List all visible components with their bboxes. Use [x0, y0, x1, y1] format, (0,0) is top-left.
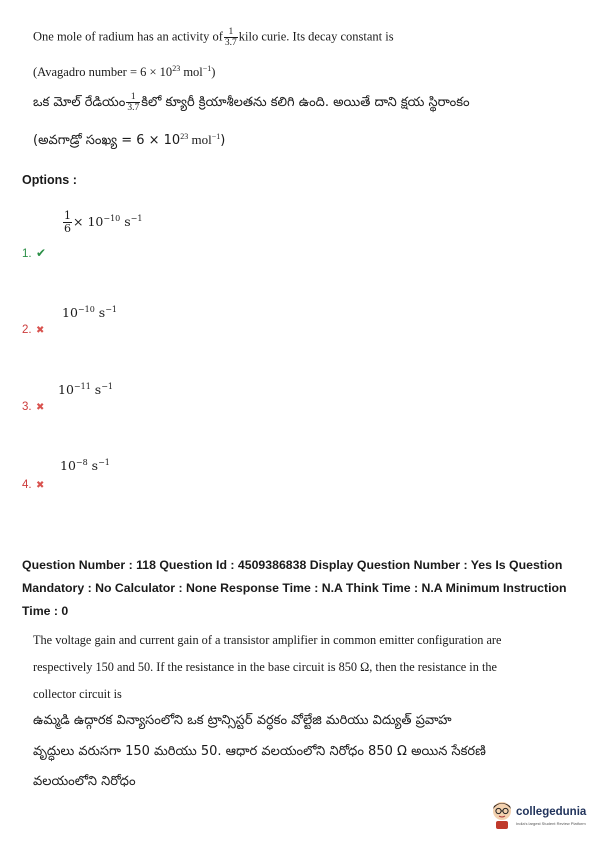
q117-fraction: [224, 27, 238, 48]
q117-statement-telugu: [33, 92, 470, 113]
avog-te-mid: mol: [188, 132, 212, 147]
option-4-label[interactable]: [22, 475, 44, 493]
option-3-label[interactable]: [22, 397, 44, 415]
q118-te-line2: వృద్ధులు వరుసగా 150 మరియు 50. ఆధార వలయంలోని నిరోధం 850 Ω అయిన సేకరణి: [33, 744, 486, 759]
q117-text-post: kilo curie. Its decay constant is: [238, 29, 394, 44]
q117-te-frac-num: 1: [130, 92, 136, 102]
q117-te-frac-den: 3.7: [127, 103, 140, 113]
option-2-number: 2.: [22, 324, 32, 336]
option-1-exp: −10: [103, 214, 121, 223]
cross-icon: ✖: [36, 402, 45, 413]
avog-te-post: ): [220, 133, 226, 148]
option-3-exp: −11: [73, 382, 91, 391]
option-1-number: 1.: [22, 248, 32, 260]
q118-te-line3: వలయంలోని నిరోధం: [33, 774, 136, 789]
option-2-exp: −10: [77, 305, 95, 314]
option-3-unit: s: [90, 382, 102, 397]
cross-icon: ✖: [36, 325, 45, 336]
q118-te-line1: ఉమ్మడి ఉద్గారక విన్యాసంలోని ఒక ట్రాన్సిస్టర్ వర్ధకం వోల్టేజి మరియు విద్యుత్ ప్రవాహ: [33, 713, 452, 728]
q117-avogadro-te: [33, 132, 225, 151]
q118-en-line3: collector circuit is: [33, 687, 122, 701]
q117-te-fraction: [126, 92, 140, 113]
avog-te-pre: (అవగాడ్రో సంఖ్య = 6 × 10: [33, 133, 181, 148]
avog-en-sup: 23: [172, 64, 181, 73]
avog-en-pre: (Avagadro number = 6 × 10: [33, 65, 173, 79]
avog-te-sup2: −1: [211, 132, 221, 141]
q117-avogadro-en: [33, 65, 215, 80]
option-1-fraction: [63, 210, 72, 235]
logo-name: collegedunia: [516, 806, 587, 818]
q118-en-line2: respectively 150 and 50. If the resistance in the base circuit is 850 Ω, then the resistance in the: [33, 660, 497, 674]
option-2-unit-exp: −1: [105, 305, 117, 314]
option-4-expr: 10: [60, 458, 76, 473]
collegedunia-logo: [490, 800, 590, 834]
option-4-exp: −8: [75, 458, 88, 467]
option-4-number: 4.: [22, 479, 32, 491]
logo-mascot-icon: [490, 800, 514, 830]
option-2-value: [62, 305, 117, 320]
option-1-value: [62, 210, 142, 235]
avog-te-sup: 23: [180, 132, 189, 141]
option-2-unit: s: [94, 305, 106, 320]
option-2-label[interactable]: [22, 320, 44, 338]
q117-statement: [33, 27, 394, 48]
avog-en-sup2: −1: [202, 64, 212, 73]
avog-en-post: ): [211, 65, 216, 79]
option-4-unit-exp: −1: [98, 458, 110, 467]
q117-text-pre: One mole of radium has an activity of: [33, 29, 223, 44]
option-4-unit: s: [87, 458, 99, 473]
options-heading: Options :: [22, 173, 77, 187]
logo-tagline: India's largest Student Review Platform: [516, 821, 586, 826]
q117-frac-num: 1: [228, 27, 234, 37]
q117-frac-den: 3.7: [224, 38, 237, 48]
q117-te-pre: ఒక మోల్ రేడియం: [33, 95, 126, 110]
check-icon: ✔: [36, 246, 47, 260]
cross-icon: ✖: [36, 480, 45, 491]
option-1-unit-exp: −1: [130, 214, 143, 223]
q118-en-line1: The voltage gain and current gain of a transistor amplifier in common emitter configuration are: [33, 633, 502, 647]
q117-te-post: కిలో క్యూరీ క్రియాశీలతను కలిగి ఉంది. అయితే దాని క్షయ స్థిరాంకం: [141, 95, 470, 110]
option-1-frac-den: 6: [64, 222, 71, 235]
option-4-value: [60, 458, 110, 473]
avog-en-mid: mol: [180, 65, 203, 79]
option-3-expr: 10: [58, 382, 74, 397]
option-1-unit: s: [120, 214, 131, 229]
option-1-frac-num: 1: [64, 209, 71, 222]
option-3-unit-exp: −1: [101, 382, 113, 391]
option-1-expr: × 10: [73, 214, 104, 229]
question-meta-line2: Mandatory : No Calculator : None Response Time : N.A Think Time : N.A Minimum Instruction: [22, 581, 567, 595]
option-3-number: 3.: [22, 401, 32, 413]
question-meta-line3: Time : 0: [22, 604, 69, 618]
option-2-expr: 10: [62, 305, 78, 320]
option-1-label[interactable]: [22, 244, 46, 262]
question-meta-line1: Question Number : 118 Question Id : 4509386838 Display Question Number : Yes Is Question: [22, 558, 563, 572]
option-3-value: [58, 382, 113, 397]
